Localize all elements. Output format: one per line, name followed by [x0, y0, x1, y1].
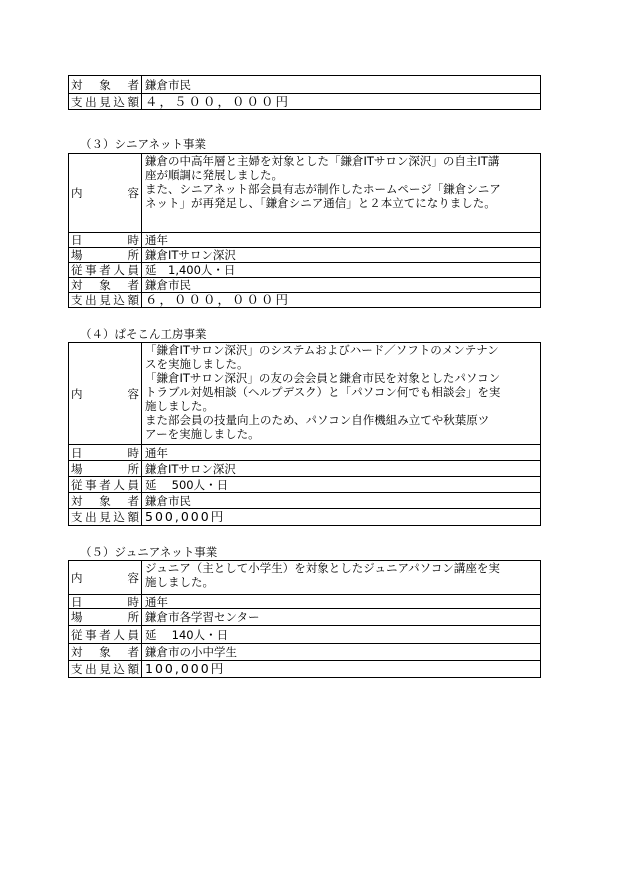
table-row: [69, 608, 540, 625]
row-label: 支出見込額: [69, 293, 142, 307]
table-row: [69, 625, 540, 643]
row-value: 通年: [145, 233, 168, 247]
row-label: 対 象 者: [69, 76, 142, 93]
table-row: [69, 476, 540, 492]
row-label: 日 時: [69, 233, 142, 247]
row-label: 対 象 者: [69, 493, 142, 508]
section-table: [68, 153, 541, 308]
row-label: 従事者人員: [69, 477, 142, 492]
table-row: [69, 262, 540, 277]
row-value: 鎌倉市民: [145, 493, 191, 508]
row-label: 日 時: [69, 595, 142, 608]
table-row: [69, 76, 540, 93]
row-value: 鎌倉ITサロン深沢: [145, 461, 236, 476]
table-row: [69, 277, 540, 292]
content-text: ジュニア（主として小学生）を対象としたジュニアパソコン講座を実 施しました。: [145, 561, 500, 589]
row-value: 鎌倉ITサロン深沢: [145, 248, 236, 262]
row-value: 鎌倉市の小中学生: [145, 645, 237, 659]
row-value: ６，０００，０００円: [145, 292, 291, 307]
row-label: 場 所: [69, 248, 142, 262]
table-row: [69, 444, 540, 460]
row-value: 延 1,400人・日: [145, 263, 236, 277]
row-label: 従事者人員: [69, 626, 142, 643]
table-row: [69, 660, 540, 677]
table-row: [69, 492, 540, 508]
row-label: 場 所: [69, 461, 142, 476]
row-label: 対 象 者: [69, 278, 142, 292]
table-row: [69, 93, 540, 109]
row-value: 鎌倉市民: [145, 77, 191, 92]
row-value: 500,000円: [145, 509, 226, 524]
row-label: 従事者人員: [69, 263, 142, 277]
top-table: [68, 75, 541, 110]
row-value: 延 500人・日: [145, 477, 229, 492]
row-value: 鎌倉市民: [145, 278, 191, 292]
table-row: [69, 561, 540, 594]
section-heading: （４）ぱそこん工房事業: [80, 327, 207, 341]
section-table: [68, 560, 541, 678]
table-row: [69, 247, 540, 262]
table-row: [69, 343, 540, 444]
row-label: 内 容: [69, 154, 142, 232]
row-label: 内 容: [69, 343, 142, 444]
row-value: 延 140人・日: [145, 627, 229, 642]
section-table: [68, 342, 541, 526]
row-label: 支出見込額: [69, 94, 142, 109]
table-row: [69, 594, 540, 608]
section-heading: （３）シニアネット事業: [80, 137, 207, 151]
content-text: 鎌倉の中高年層と主婦を対象とした「鎌倉ITサロン深沢」の自主IT講 座が順調に発展しました。 また、シニアネット部会員有志が制作したホームページ「鎌倉シニア ネット」が再発足し、「鎌倉シニア通信」と２本立てになりました。: [145, 154, 501, 210]
row-label: 内 容: [69, 561, 142, 594]
content-text: 「鎌倉ITサロン深沢」のシステムおよびハード／ソフトのメンテナン スを実施しました。 「鎌倉ITサロン深沢」の友の会会員と鎌倉市民を対象としたパソコン トラブル対処相談（ヘルプデスク）と「パソコン何でも相談会」を実 施しました。 また部会員の技量向上のため、パソコン自作機組み立てや秋葉原ツ アーを実施しました。: [145, 343, 501, 441]
row-value: 通年: [145, 445, 168, 460]
row-label: 支出見込額: [69, 661, 142, 677]
row-value: 鎌倉市各学習センター: [145, 610, 260, 624]
table-row: [69, 232, 540, 247]
table-row: [69, 154, 540, 232]
row-value: ４，５００，０００円: [145, 93, 291, 109]
row-label: 日 時: [69, 445, 142, 460]
table-row: [69, 643, 540, 660]
table-row: [69, 460, 540, 476]
row-label: 場 所: [69, 609, 142, 625]
table-row: [69, 508, 540, 525]
table-row: [69, 292, 540, 307]
row-label: 支出見込額: [69, 509, 142, 525]
row-label: 対 象 者: [69, 644, 142, 660]
row-value: 通年: [145, 594, 168, 609]
section-heading: （５）ジュニアネット事業: [80, 545, 218, 559]
row-value: 100,000円: [145, 661, 226, 676]
